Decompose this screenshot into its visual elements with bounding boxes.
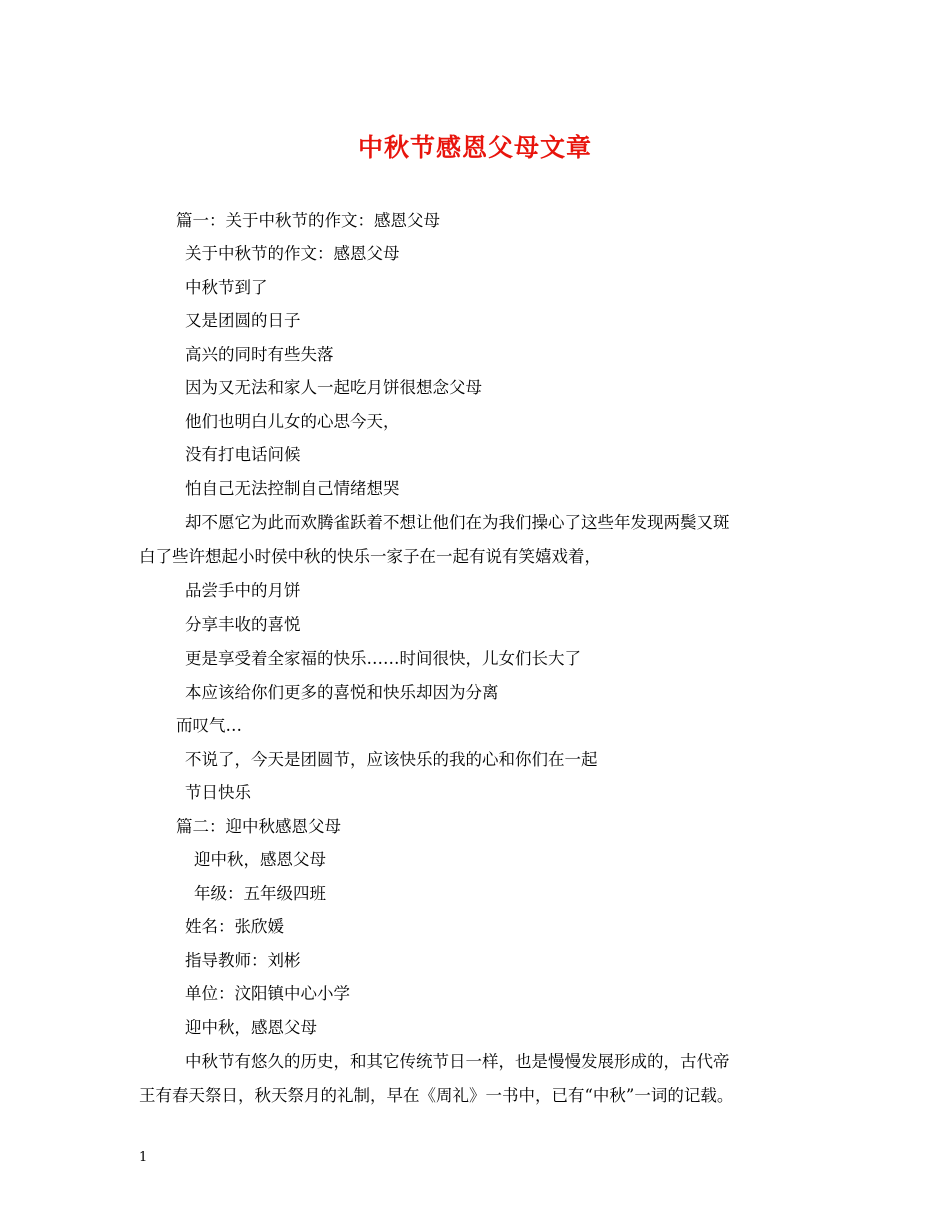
text-line: 因为又无法和家人一起吃月饼很想念父母 (185, 378, 482, 397)
text-line: 单位：汶阳镇中心小学 (185, 984, 350, 1003)
text-line: 王有春天祭日，秋天祭月的礼制，早在《周礼》一书中，已有“中秋”一词的记载。 (139, 1086, 734, 1105)
document-title: 中秋节感恩父母文章 (357, 133, 592, 162)
text-line: 高兴的同时有些失落 (185, 345, 334, 364)
text-line: 年级：五年级四班 (194, 884, 326, 903)
text-line: 指导教师：刘彬 (185, 951, 301, 970)
page-number: 1 (139, 1150, 148, 1165)
text-line: 却不愿它为此而欢腾雀跃着不想让他们在为我们操心了这些年发现两鬓又斑 (185, 513, 730, 532)
text-line: 更是享受着全家福的快乐……时间很快，儿女们长大了 (185, 649, 581, 668)
text-line: 节日快乐 (185, 783, 251, 802)
text-line: 姓名：张欣媛 (185, 917, 284, 936)
text-line: 篇一：关于中秋节的作文：感恩父母 (176, 211, 440, 230)
text-line: 又是团圆的日子 (185, 311, 301, 330)
text-line: 不说了，今天是团圆节，应该快乐的我的心和你们在一起 (185, 750, 598, 769)
text-line: 白了些许想起小时侯中秋的快乐一家子在一起有说有笑嬉戏着， (139, 547, 601, 566)
text-line: 没有打电话问候 (185, 445, 301, 464)
text-line: 迎中秋，感恩父母 (185, 1018, 317, 1037)
text-line: 篇二：迎中秋感恩父母 (176, 817, 341, 836)
text-line: 他们也明白儿女的心思今天， (185, 412, 400, 431)
text-line: 中秋节到了 (185, 278, 268, 297)
text-line: 关于中秋节的作文：感恩父母 (185, 244, 400, 263)
text-line: 而叹气… (176, 716, 242, 735)
text-line: 怕自己无法控制自己情绪想哭 (185, 479, 400, 498)
text-line: 中秋节有悠久的历史，和其它传统节日一样，也是慢慢发展形成的，古代帝 (185, 1052, 730, 1071)
text-line: 迎中秋，感恩父母 (194, 850, 326, 869)
text-line: 分享丰收的喜悦 (185, 615, 301, 634)
text-line: 品尝手中的月饼 (185, 581, 301, 600)
text-line: 本应该给你们更多的喜悦和快乐却因为分离 (185, 683, 499, 702)
